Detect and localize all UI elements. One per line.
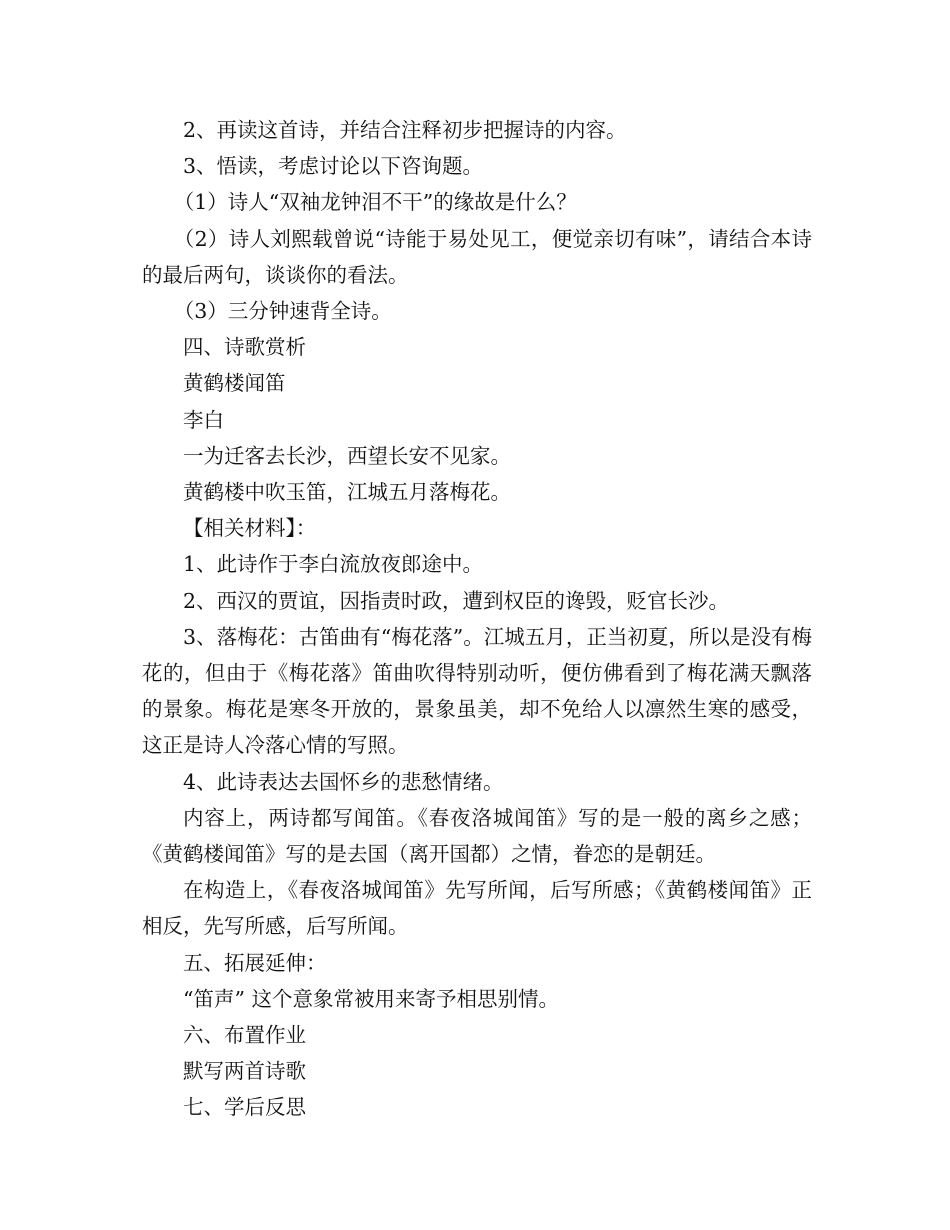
comparison-structure: 在构造上，《春夜洛城闻笛》先写所闻，后写所感；《黄鹤楼闻笛》正相反，先写所感，后写所闻。 [142, 878, 812, 939]
extension-note: “笛声” 这个意象常被用来寄予相思别情。 [183, 986, 559, 1011]
material-4: 4、此诗表达去国怀乡的悲愁情绪。 [183, 769, 504, 794]
poem-author: 李白 [183, 407, 224, 432]
question-2: （2）诗人刘熙载曾说“诗能于易处见工，便觉亲切有味”，请结合本诗的最后两句，谈谈你的看法。 [142, 226, 812, 287]
homework-item: 默写两首诗歌 [183, 1059, 306, 1084]
section-heading-4: 四、诗歌赏析 [183, 335, 306, 360]
paragraph-step-2: 2、再读这首诗，并结合注释初步把握诗的内容。 [183, 118, 627, 142]
material-1: 1、此诗作于李白流放夜郎途中。 [183, 552, 484, 577]
poem-line-2: 黄鹤楼中吹玉笛，江城五月落梅花。 [183, 480, 511, 505]
section-heading-6: 六、布置作业 [183, 1023, 306, 1048]
poem-title: 黄鹤楼闻笛 [183, 371, 286, 396]
document-body [142, 112, 812, 1126]
material-2: 2、西汉的贾谊，因指责时政，遭到权臣的谗毁，贬官长沙。 [183, 588, 730, 613]
comparison-content: 内容上，两诗都写闻笛。《春夜洛城闻笛》写的是一般的离乡之感；《黄鹤楼闻笛》写的是去国（离开国都）之情，眷恋的是朝廷。 [142, 805, 812, 867]
section-heading-7: 七、学后反思 [183, 1095, 306, 1120]
section-heading-5: 五、拓展延伸： [183, 950, 327, 975]
poem-line-1: 一为迁客去长沙，西望长安不见家。 [183, 443, 511, 468]
paragraph-step-3: 3、悟读，考虑讨论以下咨询题。 [183, 154, 484, 179]
materials-heading: 【相关材料】： [183, 516, 317, 541]
question-1: （1）诗人“双袖龙钟泪不干”的缘故是什么？ [173, 190, 577, 215]
question-3: （3）三分钟速背全诗。 [173, 299, 392, 324]
material-3: 3、落梅花：古笛曲有“梅花落”。江城五月，正当初夏，所以是没有梅花的，但由于《梅花落》笛曲吹得特别动听，便仿佛看到了梅花满天飘落的景象。梅花是寒冬开放的，景象虽美，却不免给人以凛然生寒的感受，这正是诗人冷落心情的写照。 [142, 624, 812, 758]
